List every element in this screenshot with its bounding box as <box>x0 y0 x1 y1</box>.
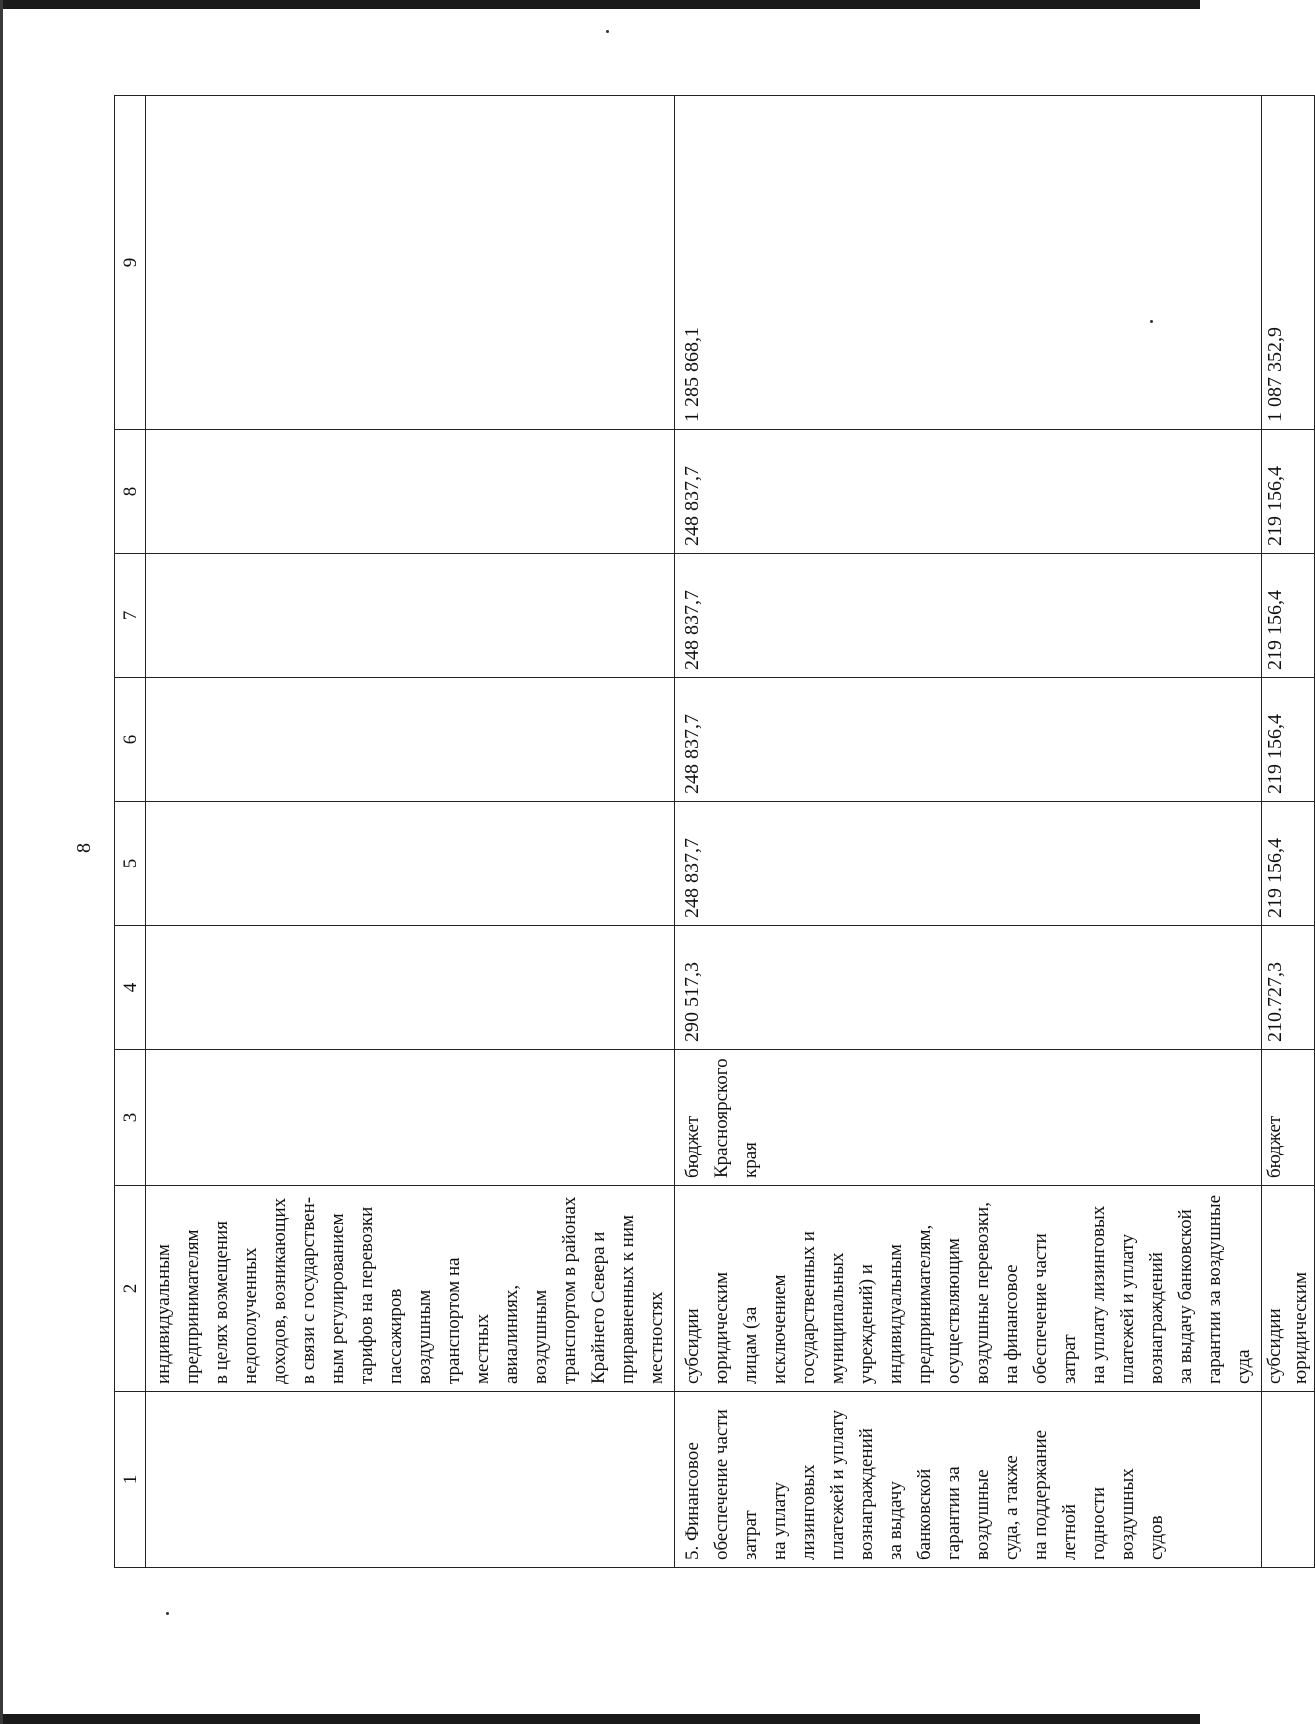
value-cell: 219 156,4 <box>1262 554 1315 678</box>
value-cell: 248 837,7 <box>675 678 1262 802</box>
page-number: 8 <box>73 843 95 853</box>
value-cell: 219 156,4 <box>1262 802 1315 926</box>
table-row <box>675 96 1262 1568</box>
value-cell: 210.727,3 <box>1262 926 1315 1050</box>
value-cell: 248 837,7 <box>675 802 1262 926</box>
table-container <box>114 96 1311 1568</box>
value-cell: 248 837,7 <box>675 430 1262 554</box>
scan-edge-left <box>0 0 3 1724</box>
value-cell <box>146 678 675 802</box>
scan-speck <box>166 1612 169 1615</box>
column-header: 2 <box>115 1186 146 1392</box>
column-header: 8 <box>115 430 146 554</box>
funding-source-cell <box>146 1050 675 1186</box>
scan-speck <box>606 30 609 33</box>
event-name-cell <box>1262 1392 1315 1568</box>
event-name-cell <box>146 1392 675 1568</box>
rotated-table-frame <box>114 96 1311 1568</box>
scan-edge-top <box>0 0 1200 9</box>
value-cell: 290 517,3 <box>675 926 1262 1050</box>
expense-type-cell: субсидии юридическим лицам (за исключением государственных и муниципальных учреждений) и индивидуальным предпринимателям, осуществляющим воздушные перевозки, на финансовое обеспечение части затрат на уплату лизинговых платежей и уплату вознаграждений за выдачу банковской гарантии за воздушные суда <box>675 1186 1262 1392</box>
scan-edge-bottom <box>0 1714 1200 1724</box>
column-header: 4 <box>115 926 146 1050</box>
total-cell: 1 087 352,9 <box>1262 96 1315 430</box>
expense-type-cell: субсидии юридическим <box>1262 1186 1315 1392</box>
value-cell: 219 156,4 <box>1262 430 1315 554</box>
total-cell: 1 285 868,1 <box>675 96 1262 430</box>
value-cell <box>146 430 675 554</box>
budget-table <box>114 95 1315 1568</box>
value-cell <box>146 926 675 1050</box>
value-cell: 248 837,7 <box>675 554 1262 678</box>
value-cell <box>146 802 675 926</box>
column-header: 9 <box>115 96 146 430</box>
value-cell <box>146 554 675 678</box>
table-row <box>1262 96 1315 1568</box>
value-cell: 219 156,4 <box>1262 678 1315 802</box>
column-header: 1 <box>115 1392 146 1568</box>
column-header: 6 <box>115 678 146 802</box>
funding-source-cell: бюджет <box>1262 1050 1315 1186</box>
column-header: 5 <box>115 802 146 926</box>
total-cell <box>146 96 675 430</box>
header-row <box>115 96 146 1568</box>
expense-type-cell: индивидуальным предпринимателям в целях возмещения недополученных доходов, возникающих в связи с государствен- ным регулированием тарифов на перевозки пассажиров воздушным транспортом на местных авиалиниях, воздушным транспортом в районах Крайнего Севера и приравненных к ним местностях <box>146 1186 675 1392</box>
column-header: 7 <box>115 554 146 678</box>
funding-source-cell: бюджет Красноярского края <box>675 1050 1262 1186</box>
table-row <box>146 96 675 1568</box>
event-name-cell: 5. Финансовое обеспечение части затрат на уплату лизинговых платежей и уплату вознаграждений за выдачу банковской гарантии за воздушные суда, а также на поддержание летной годности воздушных судов <box>675 1392 1262 1568</box>
column-header: 3 <box>115 1050 146 1186</box>
